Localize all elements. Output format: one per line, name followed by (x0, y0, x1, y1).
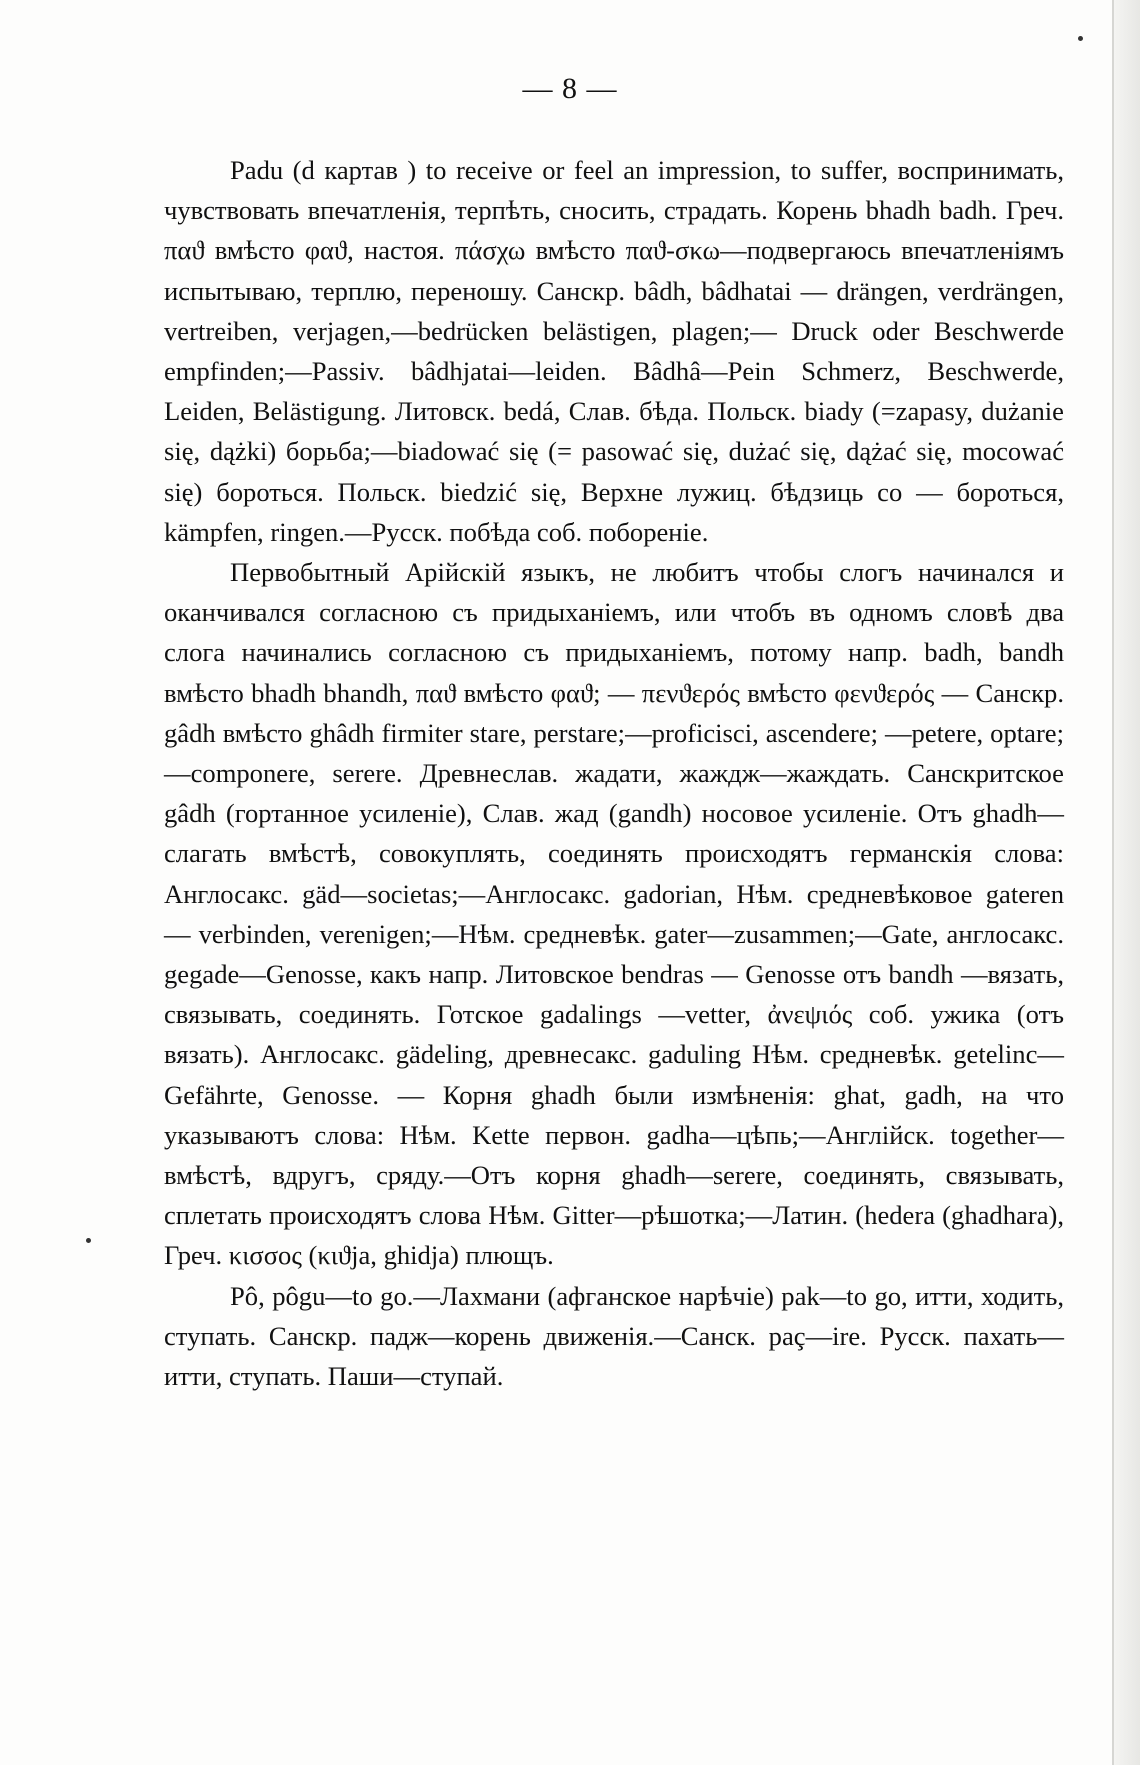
body-text (164, 150, 1064, 1396)
paragraph-1: Padu (d картав ) to receive or feel an impression, to suffer, воспринимать, чувствовать впечатленія, терпѣть, сносить, страдать. Корень bhadh badh. Греч. παϑ вмѣсто φαϑ, настоя. πάσχω вмѣсто παϑ-σκω—подвергаюсь впечатленіямъ испытываю, терплю, переношу. Санскр. bâdh, bâdhatai — drängen, verdrängen, vertreiben, verjagen,—bedrücken belästigen, plagen;— Druck oder Beschwerde empfinden;—Passiv. bâdhjatai—leiden. Bâdhâ—Pein Schmerz, Beschwerde, Leiden, Belästigung. Литовск. bedá, Слав. бѣда. Польск. biady (=zapasy, dużanie się, dążki) борьба;—biadować się (= pasować się, dużać się, dążać się, mocować się) бороться. Польск. biedzić się, Верхне лужиц. бѣдзиць со — бороться, kämpfen, ringen.—Русск. побѣда соб. побореніе. (164, 155, 1064, 547)
speck-mark (86, 1238, 91, 1243)
paragraph-3: Pô, pôgu—to go.—Лахмани (афганское нарѣчіе) pak—to go, итти, ходить, ступать. Санскр. падж—корень движенія.—Санск. paç—ire. Русск. пахать—итти, ступать. Паши—ступай. (164, 1280, 1064, 1392)
page-edge (1114, 0, 1140, 1765)
speck-mark (1078, 36, 1083, 41)
page-number: — 8 — (522, 72, 618, 105)
paragraph-2: Первобытный Арійскій языкъ, не любитъ чтобы слогъ начинался и оканчивался согласною съ придыханіемъ, или чтобъ въ одномъ словѣ два слога начинались согласною съ придыханіемъ, потому напр. badh, bandh вмѣсто bhadh bhandh, παϑ вмѣсто φαϑ; — πενϑερός вмѣсто φενϑερός — Санскр. gâdh вмѣсто ghâdh firmiter stare, perstare;—proficisci, ascendere; —petere, optare;—componere, serere. Древнеслав. жадати, жаждж—жаждать. Санскритское gâdh (гортанное усиленіе), Слав. жад (gandh) носовое усиленіе. Отъ ghadh—слагать вмѣстѣ, совокуплять, соединять происходятъ германскія слова: Англосакс. gäd—societas;—Англосакс. gadorian, Нѣм. средневѣковое gateren — verbinden, verenigen;—Нѣм. средневѣк. gater—zusammen;—Gate, англосакс. gegade—Genosse, какъ напр. Литовское bendras — Genosse отъ bandh —вязать, связывать, соединять. Готское gadalings —vetter, ἀνεψιός соб. ужика (отъ вязать). Англосакс. gädeling, древнесакс. gaduling Нѣм. средневѣк. getelinc—Gefährte, Genosse. — Корня ghadh были измѣненія: ghat, gadh, на что указываютъ слова: Нѣм. Kette первон. gadha—цѣпь;—Англійск. together—вмѣстѣ, вдругъ, сряду.—Отъ корня ghadh—serere, соединять, связывать, сплетать происходятъ слова Нѣм. Gitter—рѣшотка;—Латин. (hedera (ghadhara), Греч. κισσος (κιϑja, ghidja) плющъ. (164, 557, 1064, 1271)
